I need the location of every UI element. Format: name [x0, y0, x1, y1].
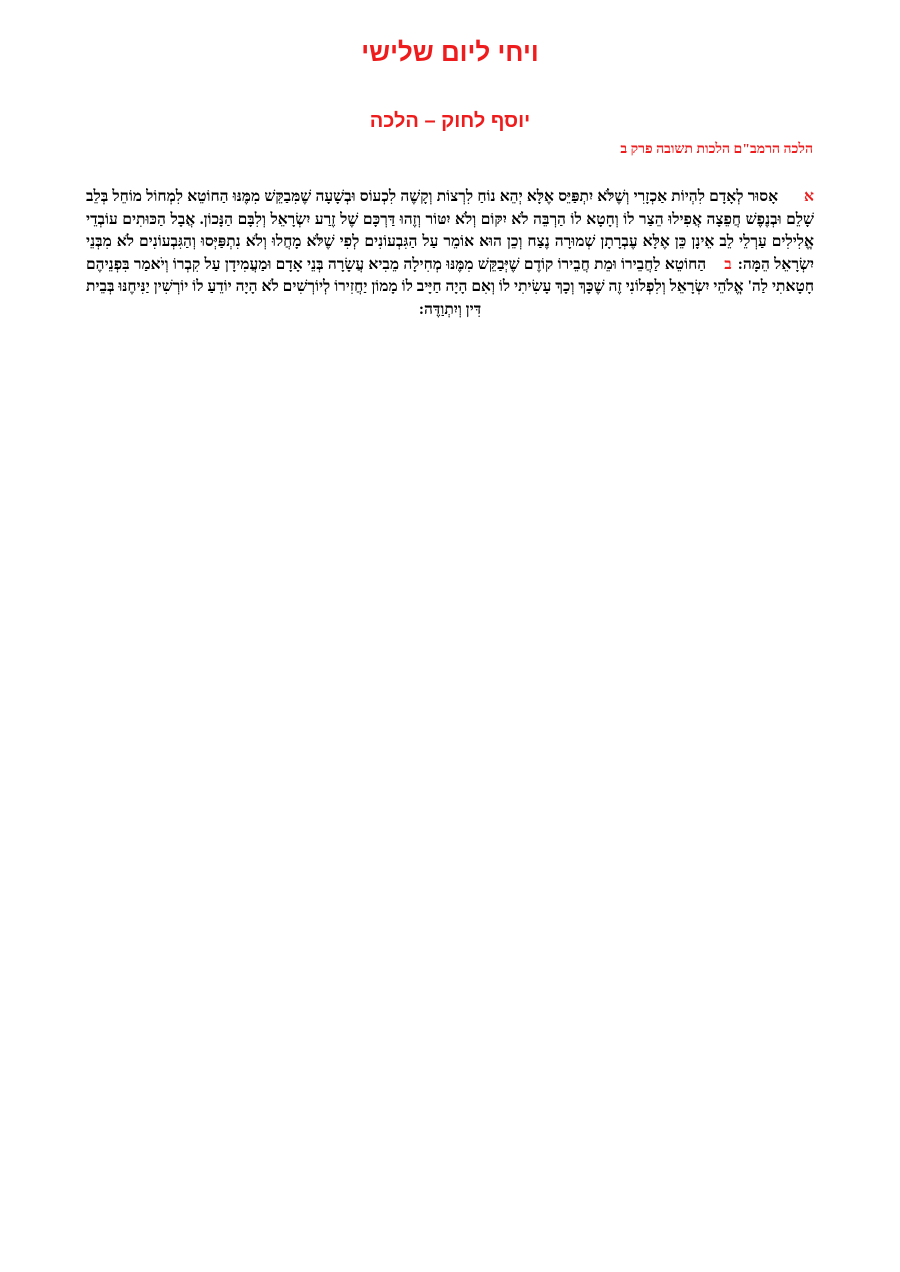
- halacha-text-block: [86, 186, 814, 322]
- paragraph-text-alef: אָסוּר לְאָדָם לִהְיוֹת אַכְזָרִי וְשֶׁלֹּא יִתְפַּיֵּס אֶלָּא יְהֵא נוֹחַ לִרְצוֹת וְקָשֶׁה לִכְעוֹס וּבְשָׁעָה שֶׁמִּבַקֵּשׁ מִמֶּנּוּ הַחוֹטֵא לִמְחוֹל מוֹחֵל בְּלֵב שָׁלֵם וּבְנֶפֶשׁ חֲפֵצָה אֲפִילוּ הֵצַר לוֹ וְחָטָא לוֹ הַרְבֵּה לֹא יִקּוֹם וְלֹא יִטּוֹר וְזֶהוּ דַּרְכָּם שֶׁל זֶרַע יִשְׂרָאֵל וְלִבָּם הַנָּכוֹן. אֲבָל הַכּוּתִים עוֹבְדֵי אֱלִילִים עַרְלֵי לֵב אֵינָן כֵּן אֶלָּא עֶבְרָתָן שְׁמוּרָה נֶצַח וְכֵן הוּא אוֹמֵר עַל הַגִּבְעוֹנִים לְפִי שֶׁלֹּא מָחֲלוּ וְלֹא נִתְפַּיְּסוּ וְהַגִּבְעוֹנִים לֹא מִבְּנֵי יִשְׂרָאֵל הֵמָּה:: [86, 188, 814, 273]
- paragraph-letter-bet: ב: [724, 255, 732, 273]
- source-reference: הלכה הרמב"ם הלכות תשובה פרק ב: [620, 142, 813, 157]
- paragraph-letter-alef: א: [804, 188, 814, 205]
- page-title: ויחי ליום שלישי: [361, 37, 539, 67]
- section-title: יוסף לחוק – הלכה: [369, 110, 531, 132]
- paragraph-text-bet: הַחוֹטֵא לַחֲבֵירוֹ וּמֵת חֲבֵירוֹ קוֹדֶם שֶׁיְּבַקֵּשׁ מִמֶּנּוּ מְחִילָה מֵבִיא עֲשָׂרָה בְּנֵי אָדָם וּמַעֲמִידָן עַל קִבְרוֹ וְיֹאמַר בִּפְנֵיהֶם חָטָאתִי לַה' אֱלֹהֵי יִשְׂרָאֵל וְלִפְלוֹנִי זֶה שֶׁכָּךְ וְכָךְ עָשִׂיתִי לוֹ וְאִם הָיָה חַיָּיב לוֹ מָמוֹן יַחֲזִירוֹ לְיוֹרְשִׁים לֹא הָיָה יוֹדֵעַ לוֹ יוֹרְשִׁין יַנִּיחֶנּוּ בְּבֵית דִּין וְיִתְוַדֶּה:: [86, 255, 814, 318]
